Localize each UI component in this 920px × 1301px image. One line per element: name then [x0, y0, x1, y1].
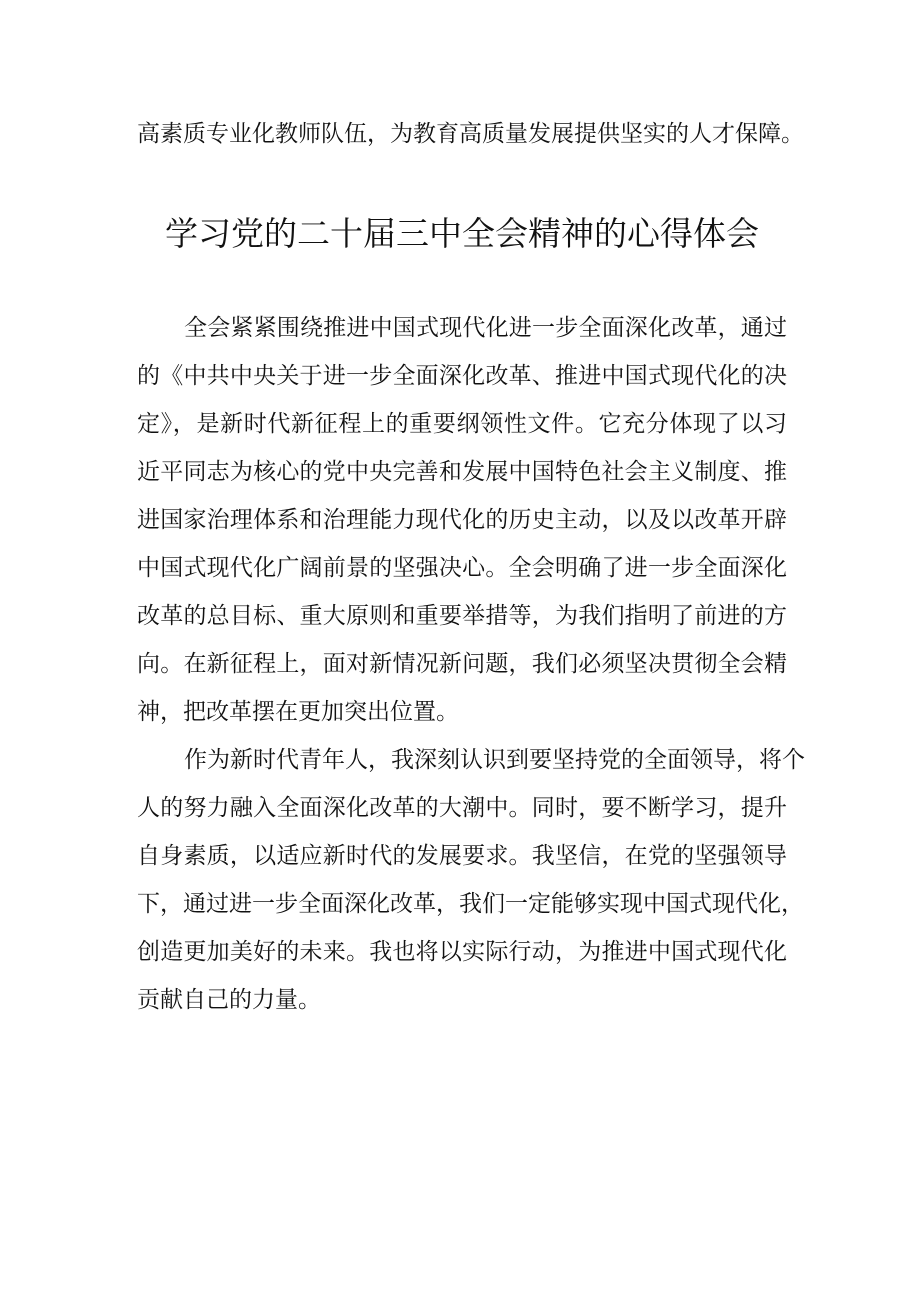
paragraph-line: 下，通过进一步全面深化改革，我们一定能够实现中国式现代化，	[137, 891, 804, 917]
paragraph-line: 改革的总目标、重大原则和重要举措等，为我们指明了前进的方	[137, 603, 787, 629]
paragraph-line: 全会紧紧围绕推进中国式现代化进一步全面深化改革，通过	[184, 315, 787, 341]
paragraph-line: 向。在新征程上，面对新情况新问题，我们必须坚决贯彻全会精	[137, 651, 787, 677]
paragraph-line: 神，把改革摆在更加突出位置。	[137, 699, 459, 725]
paragraph-line: 人的努力融入全面深化改革的大潮中。同时，要不断学习，提升	[137, 795, 787, 821]
paragraph-line: 的《中共中央关于进一步全面深化改革、推进中国式现代化的决	[137, 363, 787, 389]
paragraph-line: 贡献自己的力量。	[137, 987, 321, 1013]
paragraph-line: 近平同志为核心的党中央完善和发展中国特色社会主义制度、推	[137, 459, 787, 485]
document-title: 学习党的二十届三中全会精神的心得体会	[165, 214, 759, 253]
paragraph-line: 作为新时代青年人，我深刻认识到要坚持党的全面领导，将个	[184, 747, 805, 773]
paragraph-line: 进国家治理体系和治理能力现代化的历史主动，以及以改革开辟	[137, 507, 787, 533]
paragraph-line: 定》，是新时代新征程上的重要纲领性文件。它充分体现了以习	[137, 411, 787, 437]
document-body	[137, 110, 805, 1024]
paragraph-line: 自身素质，以适应新时代的发展要求。我坚信，在党的坚强领导	[137, 843, 787, 869]
paragraph-2	[137, 736, 805, 1024]
paragraph-line: 中国式现代化广阔前景的坚强决心。全会明确了进一步全面深化	[137, 555, 787, 581]
paragraph-line: 创造更加美好的未来。我也将以实际行动，为推进中国式现代化	[137, 939, 787, 965]
carryover-line: 高素质专业化教师队伍，为教育高质量发展提供坚实的人才保障。	[137, 121, 804, 147]
paragraph-1	[137, 304, 787, 736]
